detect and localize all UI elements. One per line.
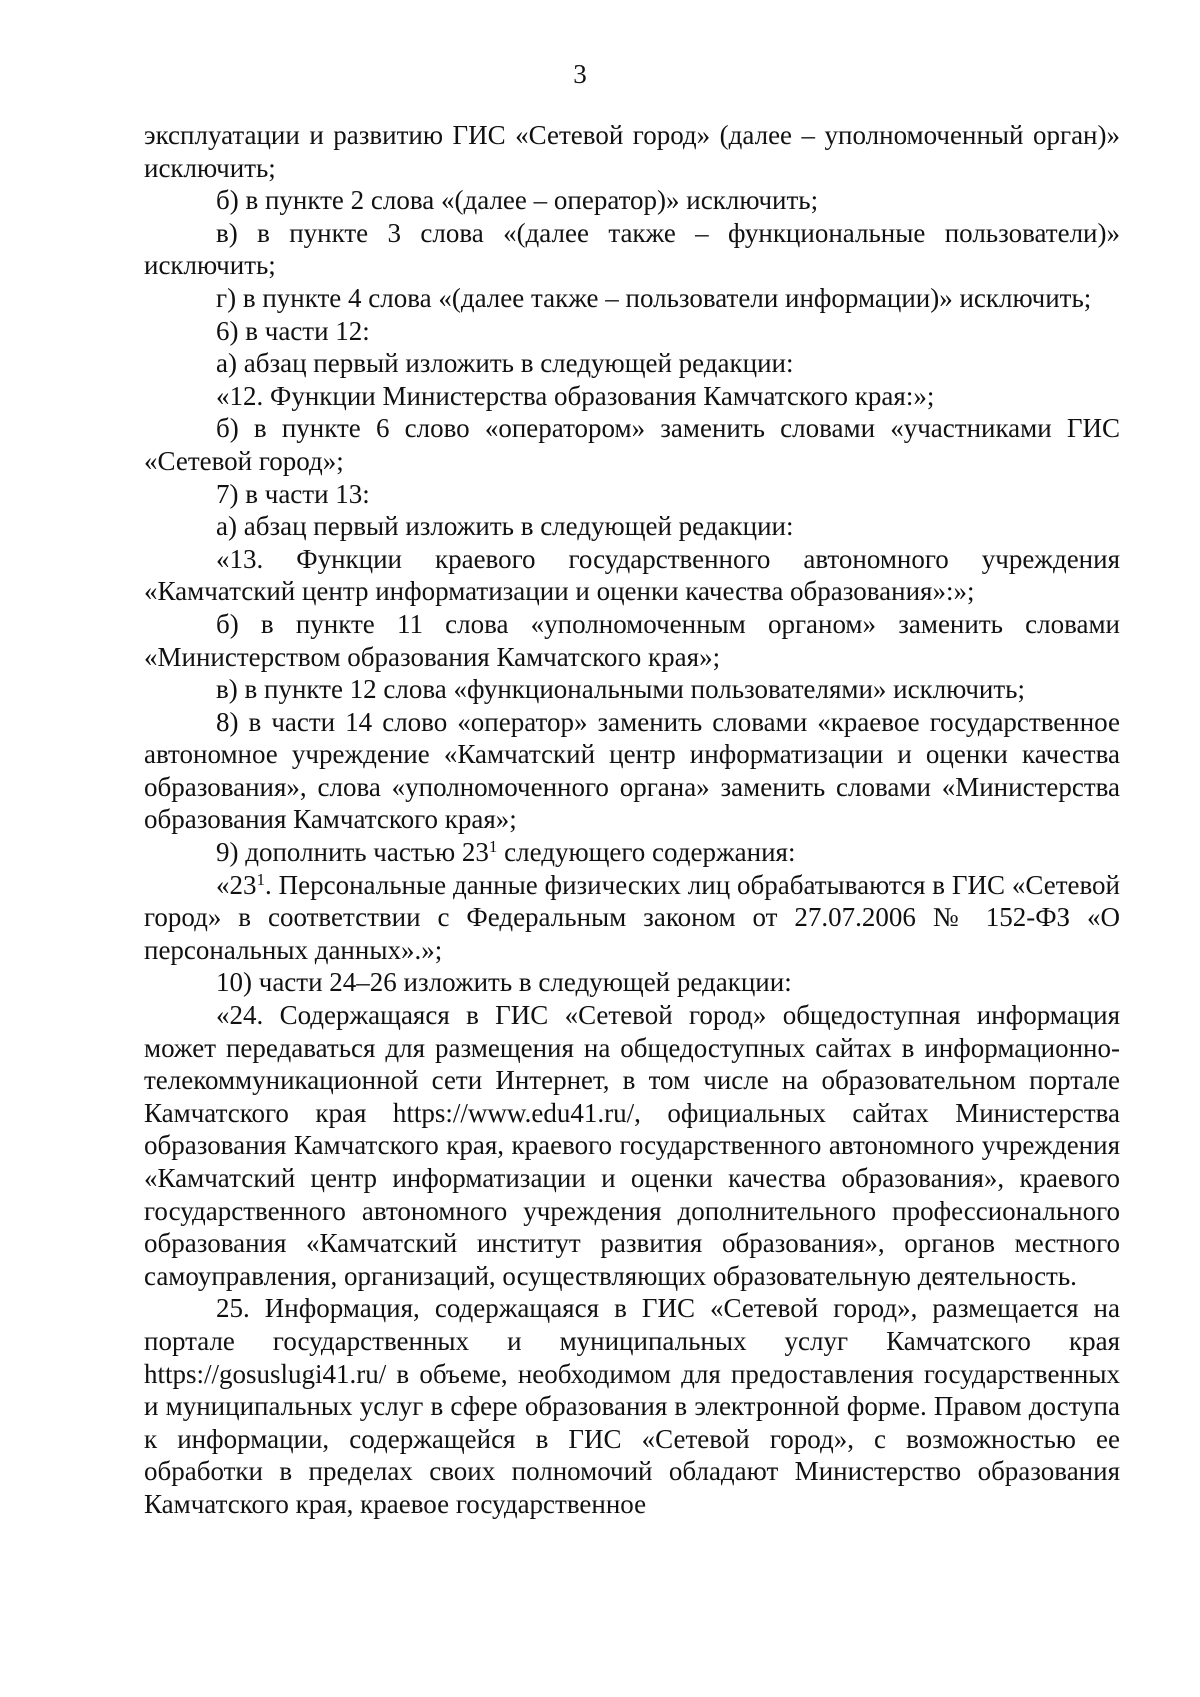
paragraph: 7) в части 13: <box>216 478 370 509</box>
paragraph: б) в пункте 6 слово «оператором» заменить словами «участниками ГИС «Сетевой город»; <box>144 413 1120 476</box>
text-run: . Персональные данные физических лиц обрабатываются в ГИС «Сетевой город» в соответствии с Федеральным законом от 27.07.2006 № 152-ФЗ «О персональных данных».»; <box>144 869 1120 965</box>
paragraph: эксплуатации и развитию ГИС «Сетевой город» (далее – уполномоченный орган)» исключить; <box>144 120 1120 183</box>
paragraph-with-superscript <box>144 869 1120 967</box>
paragraph: «12. Функции Министерства образования Камчатского края:»; <box>216 380 935 411</box>
paragraph: б) в пункте 11 слова «уполномоченным органом» заменить словами «Министерством образования Камчатского края»; <box>144 608 1120 672</box>
paragraph: 6) в части 12: <box>216 315 370 346</box>
text-run: 9) дополнить частью 23 <box>216 837 489 868</box>
paragraph: 8) в части 14 слово «оператор» заменить словами «краевое государственное автономное учреждение «Камчатский центр информатизации и оценки качества образования», слова «уполномоченного органа» заменить словами «Министерства образования Камчатского края»; <box>144 706 1120 835</box>
paragraph: 25. Информация, содержащаяся в ГИС «Сетевой город», размещается на портале государственных и муниципальных услуг Камчатского края https://gosuslugi41.ru/ в объеме, необходимом для предоставления государственных и муниципальных услуг в сфере образования в электронной форме. Правом доступа к информации, содержащейся в ГИС «Сетевой город», с возможностью ее обработки в пределах своих полномочий обладают Министерство образования Камчатского края, краевое государственное <box>144 1293 1120 1519</box>
paragraph: б) в пункте 2 слова «(далее – оператор)» исключить; <box>216 185 819 216</box>
paragraph: в) в пункте 3 слова «(далее также – функциональные пользователи)» исключить; <box>144 217 1120 281</box>
page-number: 3 <box>573 59 587 89</box>
paragraph: «13. Функции краевого государственного автономного учреждения «Камчатский центр информатизации и оценки качества образования»:»; <box>144 543 1120 607</box>
superscript: 1 <box>256 869 265 889</box>
text-run: «23 <box>216 869 257 900</box>
text-run: следующего содержания: <box>497 837 796 868</box>
paragraph: а) абзац первый изложить в следующей редакции: <box>216 348 794 379</box>
paragraph: «24. Содержащаяся в ГИС «Сетевой город» общедоступная информация может передаваться для размещения на общедоступных сайтах в информационно-телекоммуникационной сети Интернет, в том числе на образовательном портале Камчатского края https://www.edu41.ru/, официальных сайтах Министерства образования Камчатского края, краевого государственного автономного учреждения «Камчатский центр информатизации и оценки качества образования», краевого государственного автономного учреждения дополнительного профессионального образования «Камчатский институт развития образования», органов местного самоуправления, организаций, осуществляющих образовательную деятельность. <box>144 1000 1120 1291</box>
document-body <box>144 119 1120 1521</box>
paragraph: а) абзац первый изложить в следующей редакции: <box>216 511 794 542</box>
paragraph-with-superscript <box>144 836 1120 869</box>
superscript: 1 <box>488 837 498 857</box>
paragraph: г) в пункте 4 слова «(далее также – пользователи информации)» исключить; <box>216 282 1092 313</box>
paragraph: в) в пункте 12 слова «функциональными пользователями» исключить; <box>216 674 1025 705</box>
paragraph: 10) части 24–26 изложить в следующей редакции: <box>216 967 792 998</box>
